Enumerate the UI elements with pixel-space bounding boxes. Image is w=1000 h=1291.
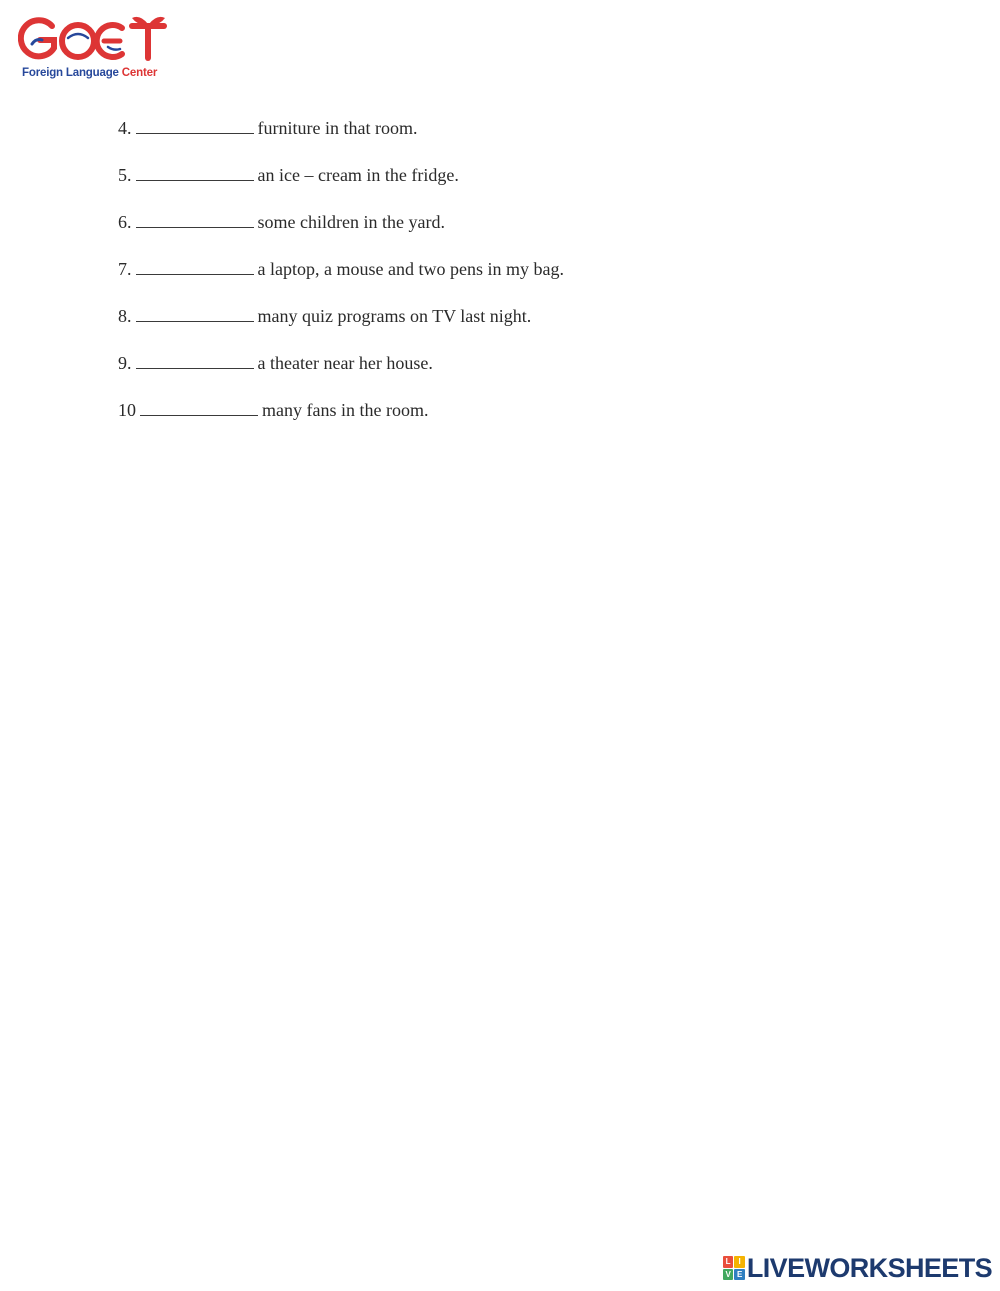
exercise-number: 6. <box>118 212 132 232</box>
exercise-number: 10 <box>118 400 136 420</box>
answer-blank[interactable] <box>136 259 254 275</box>
exercise-text: a laptop, a mouse and two pens in my bag. <box>257 259 564 279</box>
exercise-number: 8. <box>118 306 132 326</box>
exercise-text: a theater near her house. <box>257 353 433 373</box>
logo-caption-part2: Center <box>121 65 158 79</box>
answer-blank[interactable] <box>136 118 254 134</box>
exercise-item-8 <box>118 305 564 352</box>
exercise-item-5 <box>118 164 564 211</box>
answer-blank[interactable] <box>136 306 254 322</box>
exercise-item-10 <box>118 399 564 446</box>
answer-blank[interactable] <box>136 165 254 181</box>
exercise-item-6 <box>118 211 564 258</box>
goet-logo <box>18 14 178 88</box>
exercise-item-7 <box>118 258 564 305</box>
exercise-text: furniture in that room. <box>257 118 418 138</box>
answer-blank[interactable] <box>136 212 254 228</box>
exercise-text: an ice – cream in the fridge. <box>257 165 459 185</box>
logo-caption <box>22 65 157 79</box>
exercise-number: 5. <box>118 165 132 185</box>
exercise-text: many fans in the room. <box>262 400 429 420</box>
brand-block-v: V <box>723 1269 734 1281</box>
exercise-text: many quiz programs on TV last night. <box>257 306 532 326</box>
brand-text: LIVEWORKSHEETS <box>746 1253 992 1283</box>
brand-block-i: I <box>734 1256 745 1268</box>
answer-blank[interactable] <box>136 353 254 369</box>
exercise-item-4 <box>118 117 564 164</box>
goet-wordmark-graphic <box>18 14 168 64</box>
liveworksheets-brand[interactable] <box>723 1253 992 1283</box>
exercise-list <box>118 117 564 446</box>
brand-block-l: L <box>723 1256 734 1268</box>
exercise-text: some children in the yard. <box>257 212 445 232</box>
exercise-item-9 <box>118 352 564 399</box>
exercise-number: 4. <box>118 118 132 138</box>
answer-blank[interactable] <box>140 400 258 416</box>
exercise-number: 9. <box>118 353 132 373</box>
exercise-number: 7. <box>118 259 132 279</box>
brand-block-e: E <box>734 1269 745 1281</box>
brand-blocks-icon <box>723 1256 745 1280</box>
logo-caption-part1: Foreign Language <box>22 65 119 79</box>
